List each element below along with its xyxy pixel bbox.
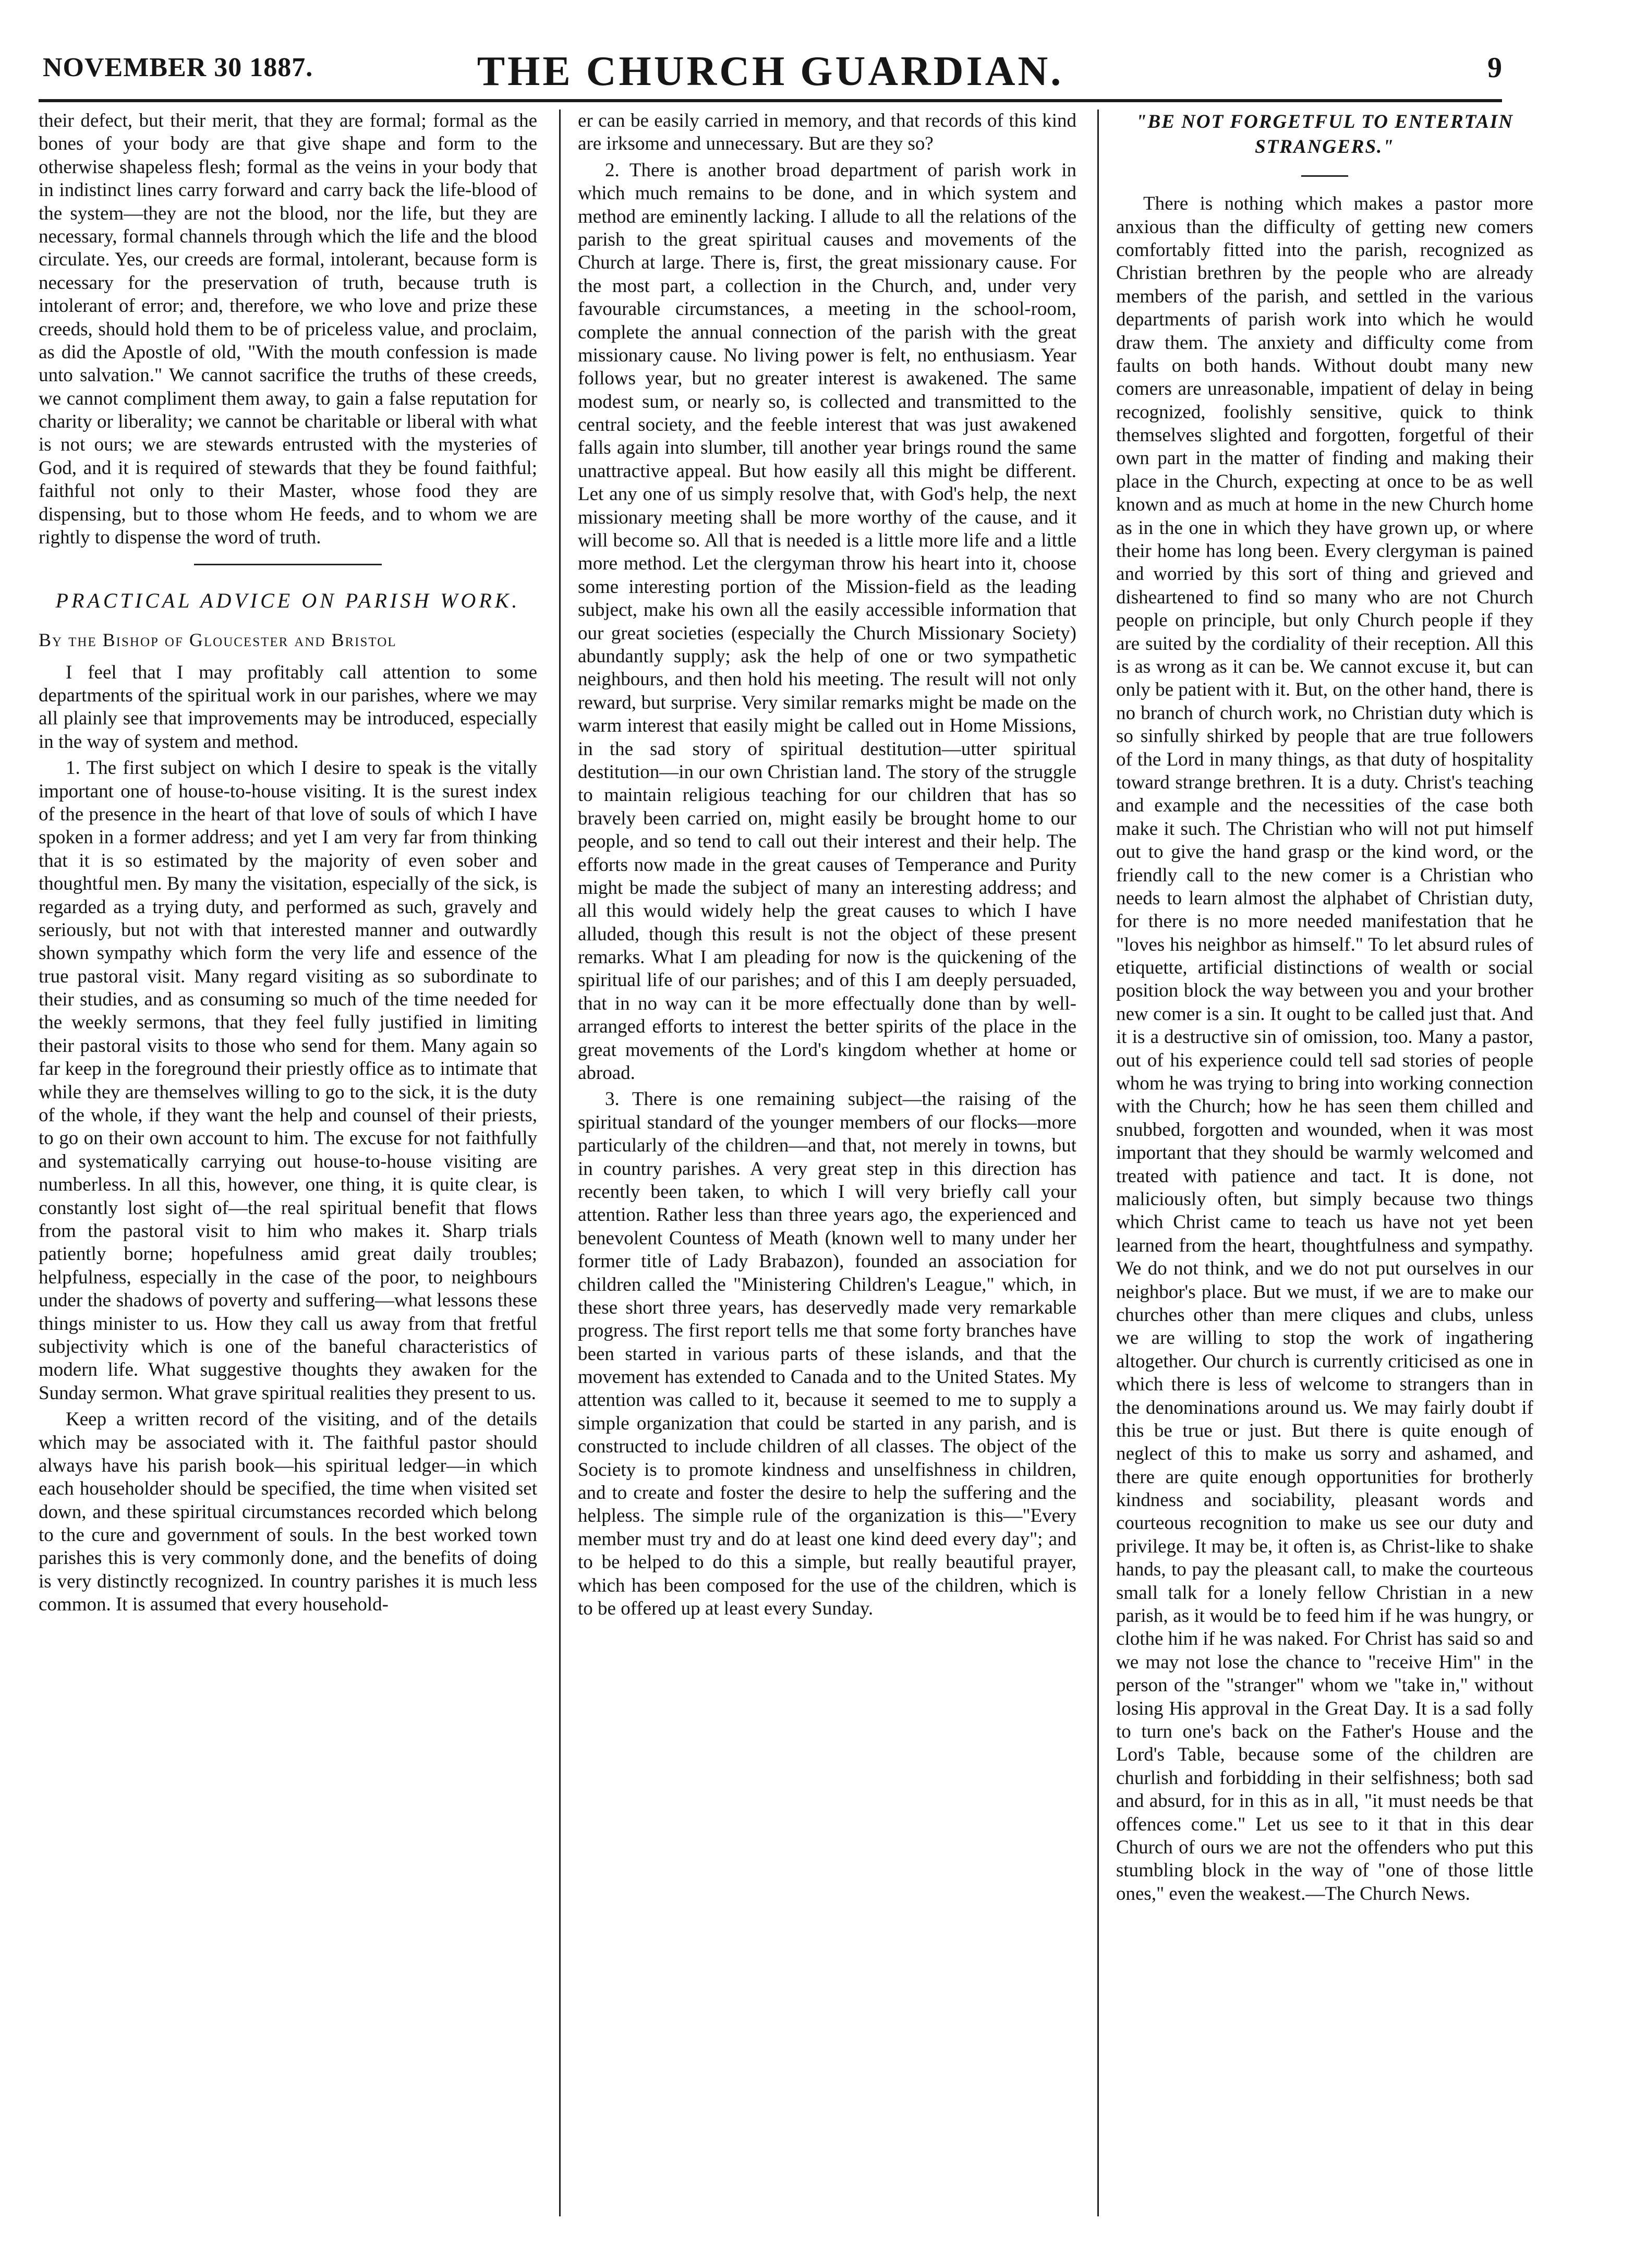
article-heading: "BE NOT FORGETFUL TO ENTERTAIN STRANGERS.": [1135, 111, 1513, 158]
section-rule: [1301, 175, 1348, 177]
newspaper-title: THE CHURCH GUARDIAN.: [477, 48, 1064, 94]
article-paragraph: er can be easily carried in memory, and that records of this kind are irksome and unnecessary. But are they so?: [578, 110, 1076, 155]
article-paragraph: 3. There is one remaining subject—the raising of the spiritual standard of the younger members of our flocks—more particularly of the children—and that, not merely in towns, but in country parishes. A very great step in this direction has recently been taken, to which I will very briefly call your attention. Rather less than three years ago, the experienced and benevolent Countess of Meath (known well to many under her former title of Lady Brabazon), founded an association for children called the "Ministering Children's League," which, in these short three years, has deservedly made very remarkable progress. The first report tells me that some forty branches have been started in various parts of these islands, and that the movement has extended to Canada and to the United States. My attention was called to it, because it seemed to me to supply a simple organization that could be started in any parish, and is constructed to include children of all classes. The object of the Society is to promote kindness and unselfishness in children, and to create and foster the desire to help the suffering and the helpless. The simple rule of the organization is this—"Every member must try and do at least one kind deed every day"; and to be helped to do this a simple, but really beautiful prayer, which has been composed for the use of the children, which is to be offered up at least every Sunday.: [578, 1088, 1076, 1619]
article-paragraph: their defect, but their merit, that they are formal; formal as the bones of your body are that give shape and form to the otherwise shapeless flesh; formal as the veins in your body that in indistinct lines carry forward and carry back the life-blood of the system—they are not the blood, nor the life, but they are necessary, formal channels through which the life and the blood circulate. Yes, our creeds are formal, intolerant, because form is necessary for the preservation of truth, because truth is intolerant of error; and, therefore, we who love and prize these creeds, should hold them to be of priceless value, and proclaim, as did the Apostle of old, "With the mouth confession is made unto salvation." We cannot sacrifice the truths of these creeds, we cannot compliment them away, to gain a false reputation for charity or liberality; we cannot be charitable or liberal with what is not ours; we are stewards entrusted with the mysteries of God, and it is required of stewards that they be found faithful; faithful not only to their Master, whose food they are dispensing, but to those whom He feeds, and to whom we are rightly to dispense the word of truth.: [39, 110, 537, 549]
issue-date: NOVEMBER 30 1887.: [43, 53, 313, 82]
masthead-rule: [39, 99, 1502, 102]
column-divider: [559, 110, 561, 2216]
article-paragraph: I feel that I may profitably call attention to some departments of the spiritual work in our parishes, where we may all plainly see that improvements may be introduced, especially in the way of system and method.: [39, 661, 537, 753]
masthead: [39, 48, 1502, 94]
article-byline: By the Bishop of Gloucester and Bristol: [39, 629, 397, 651]
article-paragraph: Keep a written record of the visiting, and of the details which may be associated with it. The faithful pastor should always have his parish book—his spiritual ledger—in which each householder should be specified, the time when visited set down, and these spiritual circumstances recorded which belong to the cure and government of souls. In the best worked town parishes this is very commonly done, and the benefits of doing is very distinctly recognized. In country parishes it is much less common. It is assumed that every household-: [39, 1409, 537, 1616]
article-paragraph: 2. There is another broad department of parish work in which much remains to be done, and in which system and method are eminently lacking. I allude to all the relations of the parish to the great spiritual causes and movements of the Church at large. There is, first, the great missionary cause. For the most part, a collection in the Church, and, under very favourable circumstances, a meeting in the school-room, complete the annual connection of the parish with the great missionary cause. No living power is felt, no enthusiasm. Year follows year, but no greater interest is awakened. The same modest sum, or nearly so, is collected and transmitted to the central society, and the feeble interest that was just awakened falls again into slumber, till another year brings round the same unattractive appeal. But how easily all this might be different. Let any one of us simply resolve that, with God's help, the next missionary meeting shall be more worthy of the cause, and it will become so. All that is needed is a little more life and a little more method. Let the clergyman throw his heart into it, choose some interesting portion of the Mission-field as the leading subject, make his own all the easily accessible information that our great societies (especially the Church Missionary Society) abundantly supply; ask the help of one or two sympathetic neighbours, and then hold his meeting. The result will not only reward, but surprise. Very similar remarks might be made on the warm interest that easily might be called out in Home Missions, in the sad story of spiritual destitution—utter spiritual destitution—in our own Christian land. The story of the struggle to maintain religious teaching for our children that has so bravely been carried on, might easily be brought home to our people, and so tend to call out their interest and their help. The efforts now made in the great causes of Temperance and Purity might be made the subject of many an interesting address; and all this would widely help the great causes to which I have alluded, though this result is not the object of these present remarks. What I am pleading for now is the quickening of the spiritual life of our parishes; and of this I am deeply persuaded, that in no way can it be more effectually done than by well-arranged efforts to interest the better spirits of the place in the great movements of the Lord's kingdom whether at home or abroad.: [578, 159, 1076, 1084]
column-2: [578, 110, 1076, 2200]
article-paragraph: There is nothing which makes a pastor more anxious than the difficulty of getting new comers comfortably fitted into the parish, recognized as Christian brethren by the people who are already members of the parish, and settled in the various departments of parish work into which he would draw them. The anxiety and difficulty come from faults on both hands. Without doubt many new comers are unreasonable, impatient of delay in being recognized, foolishly sensitive, quick to think themselves slighted and forgotten, forgetful of their own part in the matter of finding and making their place in the Church, expecting at once to be as well known and as much at home in the new Church home as in the one in which they have grown up, or where their home has long been. Every clergyman is pained and worried by this sort of thing and grieved and disheartened to find so many who are not Church people on principle, but only Church people if they are suited by the cordiality of their reception. All this is as wrong as it can be. We cannot excuse it, but can only be patient with it. But, on the other hand, there is no branch of church work, no Christian duty which is so sinfully shirked by people that are true followers of the Lord in many things, as that duty of hospitality toward strange brethren. It is a duty. Christ's teaching and example and the necessities of the case both make it such. The Christian who will not put himself out to give the hand grasp or the kind word, or the friendly call to the new comer is a Christian who needs to learn almost the alphabet of Christian duty, for there is no more needed manifestation that he "loves his neighbor as himself." To let absurd rules of etiquette, artificial distinctions of wealth or social position block the way between you and your brother new comer is a sin. It ought to be called just that. And it is a destructive sin of omission, too. Many a pastor, out of his experience could tell sad stories of people whom he was trying to bring into working connection with the Church; how he has seen them chilled and snubbed, forgotten and wounded, when it was most important that they should be warmly welcomed and treated with patience and tact. It is done, not maliciously often, but simply because two things which Christ came to teach us have not yet been learned from the heart, thoughtfulness and sympathy. We do not think, and we do not put ourselves in our neighbor's place. But we must, if we are to make our churches other than mere cliques and clubs, unless we are willing to stop the work of ingathering altogether. Our church is currently criticised as one in which there is less of welcome to strangers than in the denominations around us. We may fairly doubt if this be true or just. But there is quite enough of neglect of this to make us sorry and ashamed, and there are quite enough opportunities for brotherly kindness and sociability, pleasant words and courteous recognition to make us see our duty and privilege. It may be, it often is, as Christ-like to shake hands, to pay the pleasant call, to make the courteous small talk for a lonely fellow Christian in a new parish, as it would be to feed him if he was hungry, or clothe him if he was naked. For Christ has said so and we may not lose the chance to "receive Him" in the person of the "stranger" whom we "take in," without losing His approval in the Great Day. It is a sad folly to turn one's back on the Father's House and the Lord's Table, because some of the children are churlish and forbidding in their selfishness; both sad and absurd, for in this as in all, "it must needs be that offences come." Let us see to it that in this dear Church of ours we are not the offenders who put this stumbling block in the way of "one of those little ones," even the weakest.—The Church News.: [1116, 193, 1533, 1905]
article-paragraph: 1. The first subject on which I desire to speak is the vitally important one of house-to-house visiting. It is the surest index of the presence in the heart of that love of souls of which I have spoken in a former address; and yet I am very far from thinking that it is so estimated by the majority of even sober and thoughtful men. By many the visitation, especially of the sick, is regarded as a trying duty, and performed as such, gravely and seriously, but not with that interested manner and outwardly shown sympathy which form the very life and essence of the true pastoral visit. Many regard visiting as so subordinate to their studies, and as consuming so much of the time needed for the weekly sermons, that they feel fully justified in limiting their pastoral visits to those who send for them. Many again so far keep in the foreground their priestly office as to intimate that while they are themselves willing to go to the sick, it is the duty of the whole, if they want the help and counsel of their priests, to go on their own account to him. The excuse for not faithfully and systematically carrying out house-to-house visiting are numberless. In all this, however, one thing, it is quite clear, is constantly lost sight of—the real spiritual benefit that flows from the pastoral visit to him who makes it. Sharp trials patiently borne; hopefulness amid great daily troubles; helpfulness, especially in the case of the poor, to neighbours under the shadows of poverty and suffering—what lessons these things minister to us. How they call us away from that fretful subjectivity which is one of the baneful characteristics of modern life. What suggestive thoughts they awaken for the Sunday sermon. What grave spiritual realities they present to us.: [39, 757, 537, 1404]
page-number: 9: [1487, 52, 1502, 84]
column-1: [39, 110, 537, 2200]
article-heading: PRACTICAL ADVICE ON PARISH WORK.: [55, 589, 520, 613]
column-divider: [1097, 110, 1099, 2216]
column-3: [1116, 110, 1533, 2200]
section-rule: [194, 564, 382, 565]
